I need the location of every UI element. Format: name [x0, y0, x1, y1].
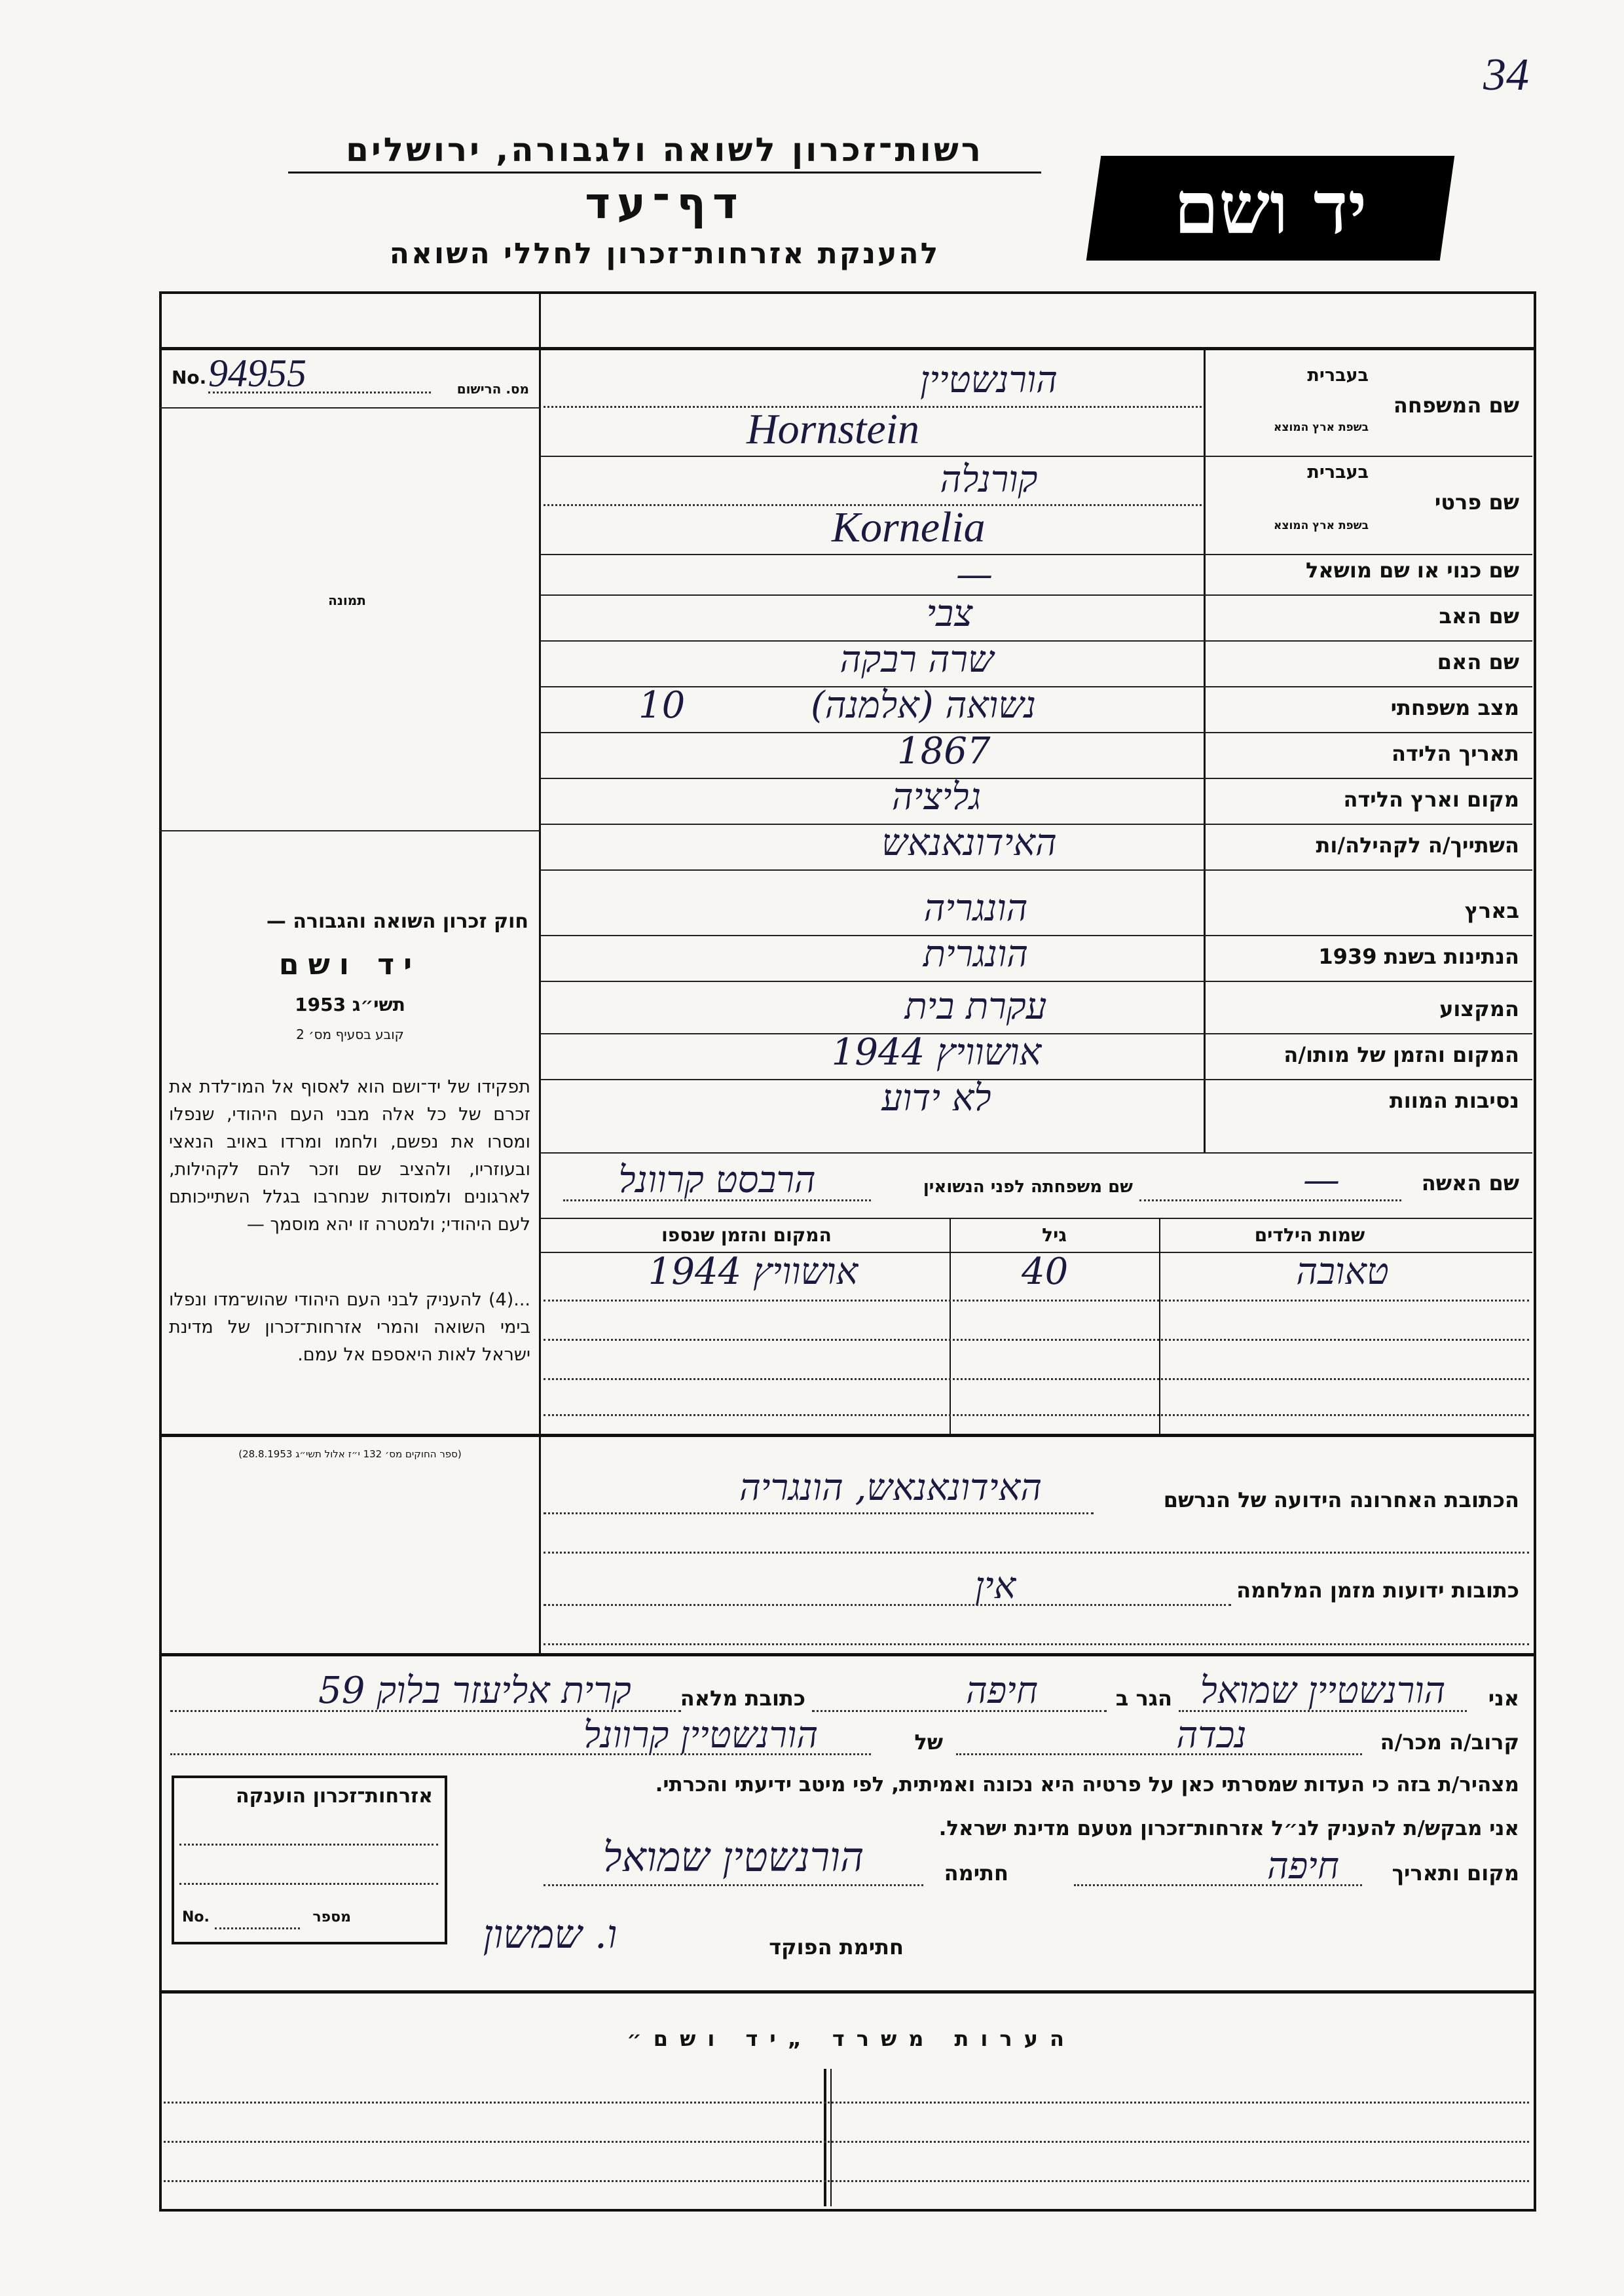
grant-box-number-label: מספר [312, 1909, 351, 1925]
nickname-value: — [956, 553, 993, 596]
war-address-value: אין [974, 1565, 1016, 1607]
relation-label: קרוב/ה מכר/ה [1380, 1730, 1519, 1755]
declarant-city: חיפה [966, 1669, 1038, 1712]
child-name: טאובה [1296, 1250, 1389, 1293]
wife-name-label: שם האשה [1421, 1171, 1519, 1195]
marital-status-value: נשואה (אלמנה) [810, 684, 1037, 727]
family-name-label: שם המשפחה [1393, 393, 1519, 418]
law-year: תשי״ג 1953 [295, 994, 405, 1015]
law-footnote: (ספר החוקים מס׳ 132 י״ז אלול תשי״ג 28.8.1953) [238, 1448, 462, 1460]
children-col-divider-2 [1159, 1218, 1160, 1434]
birth-place-value: גליציה [891, 776, 982, 818]
grant-box-no-label: No. [182, 1909, 210, 1925]
reg-label: מס. הרישום [456, 381, 529, 397]
first-name-hebrew-sub: בעברית [1307, 462, 1369, 483]
relation-of-label: של [914, 1730, 943, 1755]
birth-place-label: מקום וארץ הלידה [1343, 787, 1519, 812]
form-subtitle: להענקת אזרחות־זכרון לחללי השואה [389, 237, 940, 270]
law-title: חוק זכרון השואה והגבורה — [266, 910, 528, 933]
page-number: 34 [1483, 50, 1529, 100]
profession-label: המקצוע [1439, 996, 1519, 1021]
yad-vashem-logo [1086, 156, 1454, 261]
wife-name-value: — [1303, 1159, 1340, 1201]
birth-date-label: תאריך הלידה [1391, 741, 1519, 766]
photo-label: תמונה [328, 592, 366, 608]
signature-label: חתימה [944, 1861, 1008, 1886]
children-age-header: גיל [1042, 1224, 1067, 1246]
country-label: בארץ [1464, 898, 1519, 923]
relation-value: נכדה [1176, 1714, 1247, 1757]
label-column-divider [1204, 347, 1206, 1152]
family-name-origin-value: Hornstein [747, 405, 919, 453]
death-circumstances-label: נסיבות המוות [1389, 1088, 1519, 1113]
left-column-divider [539, 291, 541, 1653]
family-name-origin-sub: בשפת ארץ המוצא [1273, 421, 1369, 434]
declarant-address: קרית אליעזר בלוק 59 [318, 1669, 631, 1712]
officer-signature: ו. שמשון [483, 1912, 618, 1958]
reg-no-label: No. [172, 367, 207, 388]
profession-value: עקרת בית [904, 985, 1047, 1028]
citizenship-value: הונגרית [923, 933, 1029, 975]
request-text: אני מבקש/ת להעניק לנ״ל אזרחות־זכרון מטעם מדינת ישראל. [938, 1817, 1519, 1840]
child-place-date: אושוויץ 1944 [648, 1250, 858, 1293]
form-title: דף־עד [585, 178, 745, 228]
first-name-origin-sub: בשפת ארץ המוצא [1273, 519, 1369, 532]
reg-number: 94955 [208, 352, 306, 395]
death-place-date-label: המקום והזמן של מותו/ה [1283, 1042, 1519, 1067]
war-address-label: כתובות ידועות מזמן המלחמה [1236, 1578, 1519, 1603]
children-col-divider-1 [950, 1218, 951, 1434]
law-clause-4: ...(4) להעניק לבני העם היהודי שהוש־מדו ונפלו בימי השואה והמרי אזרחות־זכרון של מדינת ישראל לאות היאספם אל עמם. [169, 1290, 530, 1365]
wife-maiden-label: שם משפחתה לפני הנשואין [923, 1177, 1133, 1197]
last-address-value: האידונאנאש, הונגריה [739, 1467, 1043, 1509]
place-date-label: מקום ותאריך [1392, 1861, 1519, 1886]
family-name-hebrew-value: הורנשטיין [920, 359, 1058, 401]
mother-name-value: שרה רבקה [840, 638, 994, 681]
wife-maiden-value: הרבסט קרוונל [618, 1159, 816, 1201]
marital-status-label: מצב משפחתי [1390, 695, 1519, 720]
declarant-lives-label: הגר ב [1115, 1686, 1172, 1711]
authority-name: רשות־זכרון לשואה ולגבורה, ירושלים [346, 131, 984, 169]
country-value: הונגריה [923, 887, 1028, 930]
father-name-label: שם האב [1439, 604, 1519, 629]
child-age: 40 [1022, 1250, 1069, 1293]
office-notes-label: הערות משרד „יד ושם״ [627, 2026, 1076, 2051]
nickname-label: שם כנוי או שם מושאל [1305, 558, 1519, 583]
family-name-hebrew-sub: בעברית [1307, 365, 1369, 386]
first-name-hebrew-value: קורנלה [940, 458, 1038, 501]
last-address-label: הכתובת האחרונה הידועה של הנרשם [1163, 1487, 1519, 1512]
marital-status-number: 10 [638, 684, 686, 727]
law-section: קובע בסעיף מס׳ 2 [296, 1027, 404, 1042]
first-name-origin-value: Kornelia [832, 503, 986, 551]
children-place-header: המקום והזמן שנספו [661, 1224, 832, 1246]
place-date-value: חיפה [1267, 1845, 1339, 1887]
law-text: תפקידו של יד־ושם הוא לאסוף אל המו־לדת את זכרם של כל אלה מבני העם היהודי, שנפלו ומסרו את נפשם, ולחמו ומרדו באויב הנאצי ובעוזריו, ולהציב שם וזכר להם לקהילות, לארגונים ולמוסדות שנחרבו בגלל השתייכותם לעם היהודי; ולמטרה זו יהא מוסמך — [169, 1077, 530, 1235]
first-name-label: שם פרטי [1434, 490, 1519, 515]
children-names-header: שמות הילדים [1254, 1224, 1365, 1246]
law-name: יד ושם [278, 948, 422, 981]
grant-box-title: אזרחות־זכרון הוענקה [235, 1785, 433, 1808]
relation-of-name: הורנשטיין קרוונל [583, 1714, 819, 1757]
citizenship-grant-box [172, 1776, 447, 1944]
logo-text: יד ושם [1173, 166, 1367, 250]
declarant-signature: הורנשטין שמואל [602, 1833, 864, 1881]
declarant-name: הורנשטיין שמואל [1200, 1669, 1446, 1712]
community-label: השתייך/ה לקהילה/ות [1316, 833, 1519, 858]
declaration-text: מצהיר/ת בזה כי העדות שמסרתי כאן על פרטיה היא נכונה ואמיתית, לפי מיטב ידיעתי והכרתי. [655, 1773, 1519, 1796]
officer-signature-label: חתימת הפוקד [769, 1935, 904, 1959]
top-band-line [159, 347, 1534, 350]
community-value: האידונאנאש [881, 822, 1057, 864]
birth-date-value: 1867 [897, 730, 991, 773]
declarant-i-label: אני [1488, 1686, 1519, 1711]
mother-name-label: שם האם [1437, 649, 1519, 674]
declarant-address-label: כתובת מלאה [680, 1686, 805, 1711]
citizenship-label: הנתינות בשנת 1939 [1318, 944, 1519, 969]
father-name-value: צבי [926, 592, 973, 635]
death-circumstances-value: לא ידוע [881, 1077, 991, 1120]
death-place-date-value: אושוויץ 1944 [831, 1031, 1042, 1074]
header-underline [288, 172, 1041, 173]
